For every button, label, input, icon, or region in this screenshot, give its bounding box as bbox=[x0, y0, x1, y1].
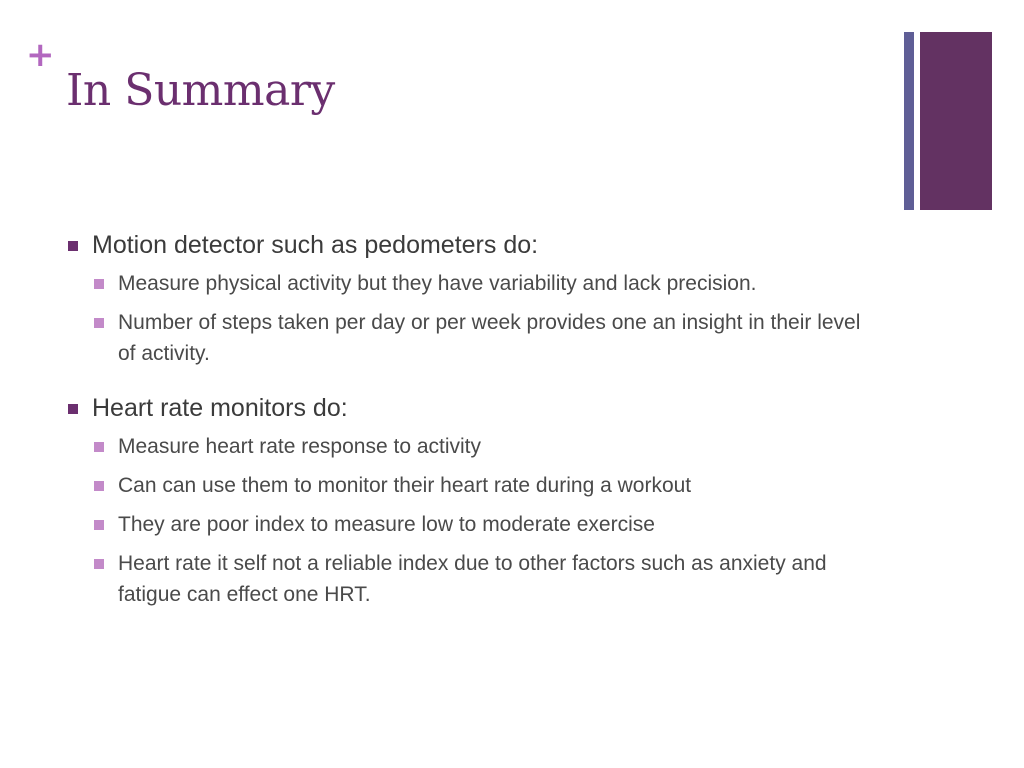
square-bullet-icon bbox=[68, 404, 78, 414]
sub-bullet-item bbox=[92, 548, 866, 610]
bullet-group bbox=[66, 228, 866, 369]
bullet-item bbox=[66, 391, 866, 425]
slide-body bbox=[66, 228, 866, 618]
square-bullet-icon bbox=[94, 481, 104, 491]
bullet-text: Heart rate monitors do: bbox=[92, 394, 348, 422]
bullet-text: Motion detector such as pedometers do: bbox=[92, 231, 539, 259]
square-bullet-icon bbox=[94, 279, 104, 289]
sub-bullet-text: Number of steps taken per day or per week provides one an insight in their level of activity. bbox=[118, 311, 861, 365]
sub-bullet-text: Heart rate it self not a reliable index due to other factors such as anxiety and fatigue can effect one HRT. bbox=[118, 552, 827, 606]
slide-title: In Summary bbox=[66, 65, 335, 116]
bullet-item bbox=[66, 228, 866, 262]
sub-bullet-text: Measure heart rate response to activity bbox=[118, 435, 482, 458]
sub-bullet-item bbox=[92, 509, 866, 540]
sub-bullet-list bbox=[92, 268, 866, 369]
decorative-bar-wide bbox=[920, 32, 992, 210]
plus-icon: + bbox=[26, 35, 55, 75]
sub-bullet-text: Measure physical activity but they have variability and lack precision. bbox=[118, 272, 757, 295]
square-bullet-icon bbox=[94, 520, 104, 530]
sub-bullet-text: They are poor index to measure low to moderate exercise bbox=[118, 513, 655, 536]
sub-bullet-item bbox=[92, 268, 866, 299]
sub-bullet-item bbox=[92, 307, 866, 369]
square-bullet-icon bbox=[68, 241, 78, 251]
sub-bullet-item bbox=[92, 470, 866, 501]
square-bullet-icon bbox=[94, 559, 104, 569]
sub-bullet-list bbox=[92, 431, 866, 610]
sub-bullet-text: Can can use them to monitor their heart rate during a workout bbox=[118, 474, 692, 497]
bullet-group bbox=[66, 391, 866, 610]
square-bullet-icon bbox=[94, 318, 104, 328]
sub-bullet-item bbox=[92, 431, 866, 462]
decorative-bar-thin bbox=[904, 32, 914, 210]
square-bullet-icon bbox=[94, 442, 104, 452]
